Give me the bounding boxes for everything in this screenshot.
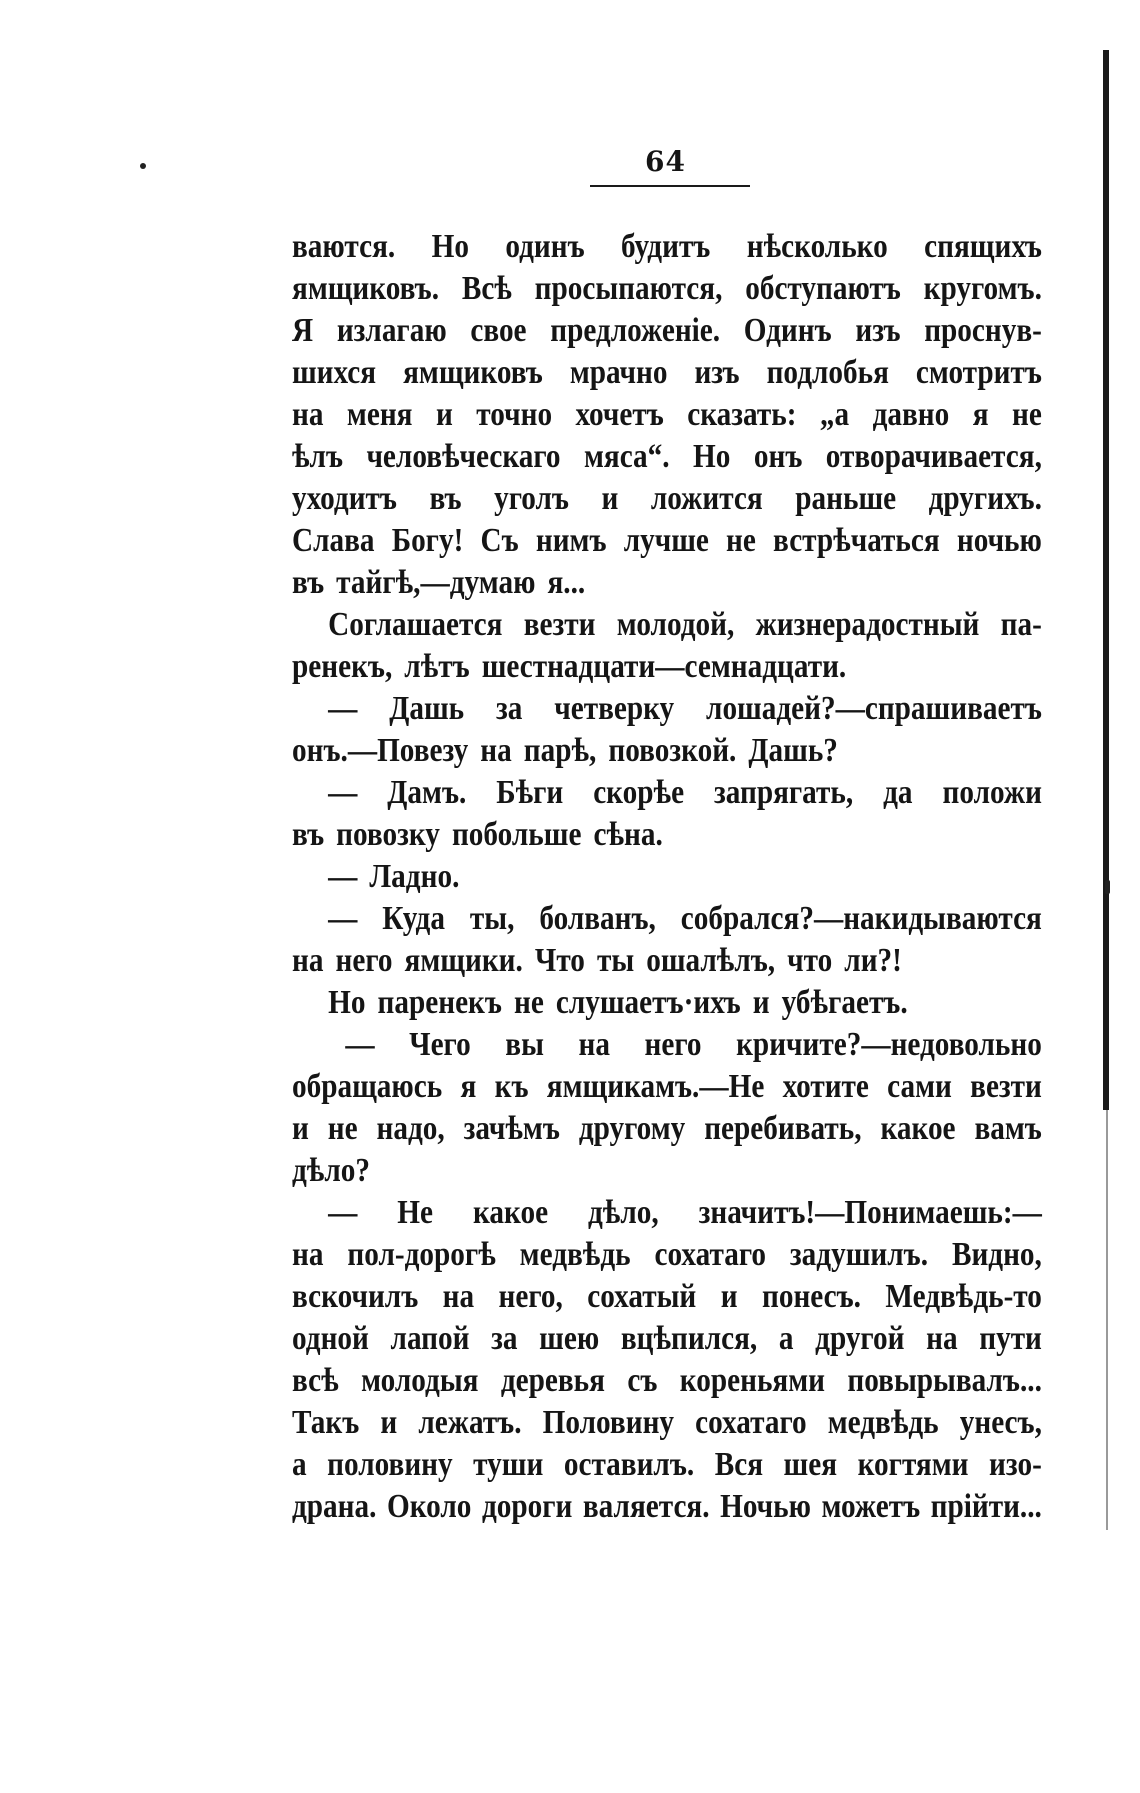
- word: сѣна.: [593, 816, 663, 853]
- word: Чего: [409, 1026, 471, 1063]
- word: съ: [627, 1362, 658, 1399]
- word: везти: [970, 1068, 1042, 1105]
- word: сказать:: [687, 396, 797, 433]
- word: Бѣги: [496, 774, 564, 811]
- word: половину: [327, 1446, 453, 1483]
- word: да: [883, 774, 913, 811]
- word: ли?!: [844, 942, 902, 979]
- word: Слава: [292, 522, 375, 559]
- word: Не: [397, 1194, 434, 1231]
- word: валяется.: [582, 1488, 710, 1525]
- word: повырывалъ...: [847, 1362, 1042, 1399]
- word: четверку: [554, 690, 675, 727]
- word: лѣтъ: [404, 648, 470, 685]
- word: шестнадцати—семнадцати.: [481, 648, 847, 685]
- word: подлобья: [766, 354, 889, 391]
- word: и: [720, 1278, 738, 1315]
- word: Около: [386, 1488, 472, 1525]
- page-edge-rule: [1103, 50, 1109, 1110]
- word: за: [491, 1320, 518, 1357]
- word: свое: [470, 312, 527, 349]
- text-line: [292, 1444, 1042, 1486]
- text-line: [292, 352, 1042, 394]
- word: прійти...: [930, 1488, 1042, 1525]
- word: а: [292, 1446, 307, 1483]
- word: шихся: [292, 354, 377, 391]
- word: уголъ: [494, 480, 569, 517]
- text-line: [292, 730, 1042, 772]
- word: деревья: [500, 1362, 605, 1399]
- word: туши: [473, 1446, 544, 1483]
- word: пол-дорогѣ: [347, 1236, 496, 1273]
- text-line: [292, 772, 1042, 814]
- word: онъ.—Повезу: [292, 732, 469, 769]
- word: Вся: [714, 1446, 764, 1483]
- word: тайгѣ,—думаю: [336, 564, 536, 601]
- word: кричите?—недовольно: [736, 1026, 1042, 1063]
- word: мрачно: [569, 354, 668, 391]
- word: въ: [292, 816, 325, 853]
- word: всѣ: [292, 1362, 339, 1399]
- word: Всѣ: [461, 270, 512, 307]
- word: точно: [476, 396, 553, 433]
- word: на: [442, 1278, 475, 1315]
- word: дороги: [481, 1488, 573, 1525]
- text-line: [292, 562, 1042, 604]
- word: меня: [346, 396, 413, 433]
- word: Съ: [480, 522, 519, 559]
- word: сохатаго: [695, 1404, 807, 1441]
- word: не: [327, 1110, 358, 1147]
- word: и: [752, 984, 770, 1021]
- text-line: [292, 1318, 1042, 1360]
- text-line: [292, 1276, 1042, 1318]
- word: обращаюсь: [292, 1068, 443, 1105]
- word: значитъ!—Понимаешь:—: [698, 1194, 1042, 1231]
- text-line: [292, 856, 1042, 898]
- word: ренекъ,: [292, 648, 393, 685]
- text-line: [292, 1108, 1042, 1150]
- word: одинъ: [505, 228, 585, 265]
- word: что: [787, 942, 833, 979]
- text-line: [292, 478, 1042, 520]
- word: просыпаются,: [534, 270, 723, 307]
- word: повозкой.: [608, 732, 737, 769]
- word: уходитъ: [292, 480, 397, 517]
- word: вцѣпился,: [620, 1320, 758, 1357]
- word: ямщиковъ.: [292, 270, 440, 307]
- word: запрягать,: [713, 774, 854, 811]
- word: дѣло,: [587, 1194, 659, 1231]
- word: —: [328, 1194, 358, 1231]
- word: Половину: [542, 1404, 675, 1441]
- word: убѣгаетъ.: [781, 984, 908, 1021]
- word: парѣ,: [523, 732, 597, 769]
- text-line: [292, 814, 1042, 856]
- word: можетъ: [821, 1488, 921, 1525]
- word: излагаю: [336, 312, 447, 349]
- word: спящихъ: [924, 228, 1042, 265]
- word: перебивать,: [704, 1110, 862, 1147]
- word: положи: [942, 774, 1042, 811]
- text-line: [292, 1150, 1042, 1192]
- word: Куда: [382, 900, 445, 937]
- word: побольше: [451, 816, 582, 853]
- word: какое: [880, 1110, 956, 1147]
- word: на: [926, 1320, 958, 1357]
- text-line: [292, 898, 1042, 940]
- word: изъ: [694, 354, 740, 391]
- word: ты,: [469, 900, 515, 937]
- word: нѣсколько: [746, 228, 888, 265]
- word: ѣлъ: [292, 438, 344, 475]
- word: человѣческаго: [366, 438, 561, 475]
- word: повозку: [336, 816, 440, 853]
- text-line: [292, 940, 1042, 982]
- word: кореньями: [679, 1362, 826, 1399]
- word: задушилъ.: [789, 1236, 929, 1273]
- word: хотите: [782, 1068, 869, 1105]
- text-line: [292, 310, 1042, 352]
- word: —: [328, 690, 358, 727]
- word: Богу!: [391, 522, 464, 559]
- text-line: [292, 646, 1042, 688]
- word: и: [380, 1404, 398, 1441]
- word: встрѣчаться: [773, 522, 940, 559]
- word: —: [328, 900, 358, 937]
- word: и: [435, 396, 453, 433]
- word: предложеніе.: [550, 312, 721, 349]
- word: ложится: [650, 480, 763, 517]
- word: на: [480, 732, 512, 769]
- word: а: [778, 1320, 794, 1357]
- word: лучше: [623, 522, 709, 559]
- word: медвѣдь: [827, 1404, 939, 1441]
- word: не: [1012, 396, 1042, 433]
- word: него: [335, 942, 393, 979]
- word: онъ: [753, 438, 803, 475]
- word: собрался?—накидываются: [680, 900, 1042, 937]
- word: вскочилъ: [292, 1278, 419, 1315]
- word: „а: [819, 396, 850, 433]
- word: сами: [887, 1068, 952, 1105]
- word: Соглашается: [328, 606, 503, 643]
- word: обступаютъ: [745, 270, 901, 307]
- word: слушаетъ·ихъ: [555, 984, 741, 1021]
- word: Дашь: [389, 690, 465, 727]
- text-line: [292, 1486, 1042, 1528]
- word: проснув-: [924, 312, 1042, 349]
- word: везти: [523, 606, 596, 643]
- word: па-: [1000, 606, 1042, 643]
- text-line: [292, 1024, 1042, 1066]
- word: Дамъ.: [387, 774, 467, 811]
- word: ночью: [956, 522, 1042, 559]
- word: нимъ: [535, 522, 607, 559]
- word: лошадей?—спрашиваетъ: [706, 690, 1042, 727]
- text-line: [292, 604, 1042, 646]
- text-line: [292, 982, 1042, 1024]
- word: лапой: [390, 1320, 470, 1357]
- word: и: [292, 1110, 309, 1147]
- word: будитъ: [621, 228, 711, 265]
- word: шея: [783, 1446, 838, 1483]
- word: не: [726, 522, 756, 559]
- page-number: 64: [645, 145, 686, 178]
- word: Видно,: [951, 1236, 1042, 1273]
- word: Ладно.: [369, 858, 460, 895]
- text-line: [292, 688, 1042, 730]
- word: скорѣе: [593, 774, 685, 811]
- word: ты: [596, 942, 635, 979]
- word: я...: [547, 564, 586, 601]
- word: отворачивается,: [825, 438, 1042, 475]
- word: —: [345, 1026, 375, 1063]
- speck-mark: [140, 163, 146, 169]
- word: медвѣдь: [519, 1236, 631, 1273]
- word: другой: [815, 1320, 905, 1357]
- page-edge-rule-faint: [1106, 1110, 1108, 1530]
- word: не: [514, 984, 544, 1021]
- word: хочетъ: [575, 396, 664, 433]
- word: Дашь?: [748, 732, 838, 769]
- word: на: [292, 942, 324, 979]
- word: него,: [498, 1278, 563, 1315]
- word: мяса“.: [583, 438, 670, 475]
- text-line: [292, 268, 1042, 310]
- word: молодыя: [361, 1362, 479, 1399]
- word: шею: [539, 1320, 600, 1357]
- word: надо,: [376, 1110, 445, 1147]
- word: унесъ,: [959, 1404, 1042, 1441]
- word: молодой,: [616, 606, 735, 643]
- word: него: [644, 1026, 702, 1063]
- text-line: [292, 1360, 1042, 1402]
- word: лежатъ.: [418, 1404, 522, 1441]
- word: я: [460, 1068, 477, 1105]
- word: когтями: [857, 1446, 969, 1483]
- word: Медвѣдь-то: [885, 1278, 1042, 1315]
- word: сохатый: [587, 1278, 697, 1315]
- word: вы: [505, 1026, 544, 1063]
- text-line: [292, 1402, 1042, 1444]
- word: болванъ,: [539, 900, 656, 937]
- word: я: [972, 396, 989, 433]
- word: Что: [534, 942, 585, 979]
- word: за: [495, 690, 523, 727]
- word: изъ: [855, 312, 901, 349]
- text-line: [292, 520, 1042, 562]
- word: сохатаго: [654, 1236, 766, 1273]
- word: вамъ: [974, 1110, 1042, 1147]
- word: на: [292, 1236, 324, 1273]
- word: Такъ: [292, 1404, 360, 1441]
- word: смотритъ: [915, 354, 1042, 391]
- word: на: [292, 396, 324, 433]
- body-text: [292, 226, 1042, 1528]
- word: одной: [292, 1320, 369, 1357]
- word: въ: [429, 480, 462, 517]
- word: раньше: [795, 480, 897, 517]
- text-line: [292, 394, 1042, 436]
- word: ямщикамъ.—Не: [546, 1068, 765, 1105]
- word: паренекъ: [377, 984, 502, 1021]
- word: на: [578, 1026, 610, 1063]
- word: Но: [693, 438, 731, 475]
- word: какое: [472, 1194, 549, 1231]
- word: Одинъ: [743, 312, 832, 349]
- header-rule: [590, 185, 750, 187]
- word: и: [601, 480, 619, 517]
- text-line: [292, 1234, 1042, 1276]
- word: ошалѣлъ,: [646, 942, 776, 979]
- word: кругомъ.: [923, 270, 1042, 307]
- word: къ: [494, 1068, 529, 1105]
- word: —: [328, 774, 358, 811]
- word: оставилъ.: [563, 1446, 695, 1483]
- word: Ночью: [720, 1488, 811, 1525]
- word: ямщики.: [404, 942, 523, 979]
- word: давно: [872, 396, 950, 433]
- word: зачѣмъ: [463, 1110, 560, 1147]
- text-line: [292, 226, 1042, 268]
- word: Но: [328, 984, 366, 1021]
- word: понесъ.: [761, 1278, 861, 1315]
- text-line: [292, 1066, 1042, 1108]
- word: драна.: [292, 1488, 377, 1525]
- word: другихъ.: [928, 480, 1042, 517]
- word: жизнерадостный: [755, 606, 980, 643]
- word: ямщиковъ: [403, 354, 543, 391]
- word: Но: [431, 228, 469, 265]
- word: въ: [292, 564, 325, 601]
- text-line: [292, 436, 1042, 478]
- word: Я: [292, 312, 314, 349]
- word: пути: [979, 1320, 1042, 1357]
- word: другому: [578, 1110, 686, 1147]
- word: —: [328, 858, 358, 895]
- word: изо-: [989, 1446, 1042, 1483]
- word: ваются.: [292, 228, 396, 265]
- speck-mark: [1105, 880, 1110, 894]
- text-line: [292, 1192, 1042, 1234]
- word: дѣло?: [292, 1152, 370, 1189]
